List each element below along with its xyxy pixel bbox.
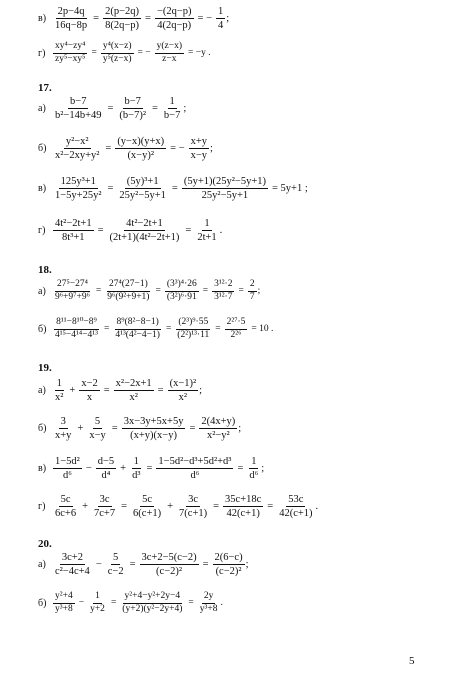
page-number: 5 xyxy=(409,655,415,667)
section-heading: 18. xyxy=(38,264,52,276)
expr-top-g: г) $\frac{\text{xy⁴−zy⁴}}{\text{zy⁵−xy⁵}}$ = $\frac{\text{y⁴(x−z)}}{\text{y⁵(z−x)}}$ = − $\frac{y(z-x)}{z-x}$ = −y . xyxy=(38,41,211,64)
fraction: $\frac{y(z-x)}{z-x}$ xyxy=(156,41,183,64)
expr-19g: г) $\frac{5c}{6c+6}$ + $\frac{3c}{7c+7}$ = $\frac{5c}{6(c+1)}$ + $\frac{3c}{7(c+1)}$ = $\frac{35c+18c}{42(c+1)}$ = $\frac{53c}{42(c+1)}$ . xyxy=(38,494,319,520)
expr-19b: б) $\frac{3}{x+y}$ + $\frac{5}{x-y}$ = $\frac{3x-3y+5x+5y}{(x+y)(x-y)}$ = $\frac{2(4x+y)}{\text{x²−y²}}$ ; xyxy=(38,416,242,442)
label-v: в) xyxy=(38,13,47,25)
expr-17g: г) $\frac{\text{4t²−2t+1}}{\text{8t³+1}}$ = $\frac{\text{4t²−2t+1}}{\text{(2t+1)(4t²−2t+1)}}$ = $\frac{1}{2t+1}$ . xyxy=(38,218,223,244)
expr-19v: в) $\frac{\text{1−5d²}}{\text{d⁶}}$ − $\frac{d-5}{\text{d⁴}}$ + $\frac{1}{\text{d³}}$ = $\frac{\text{1−5d²−d³+5d²+d³}}{\text{d⁶}}$ = $\frac{1}{\text{d⁶}}$ ; xyxy=(38,456,265,482)
fraction: $\frac{2p-4q}{16q-8p}$ xyxy=(55,6,88,32)
fraction: $\frac{\text{y⁴(x−z)}}{\text{y⁵(z−x)}}$ xyxy=(102,41,132,64)
expr-20b: б) $\frac{\text{y²+4}}{\text{y³+8}}$ − $\frac{1}{y+2}$ = $\frac{\text{y²+4−y²+2y−4}}{\text{(y+2)(y²−2y+4)}}$ = $\frac{2y}{\text{y³+8}}$ . xyxy=(38,591,223,614)
fraction: $\frac{\text{xy⁴−zy⁴}}{\text{zy⁵−xy⁵}}$ xyxy=(55,41,86,64)
expr-18b: б) $\frac{\text{8¹¹−8¹⁰−8⁹}}{\text{4¹⁵−4¹⁴−4¹³}}$ = $\frac{\text{8⁹(8²−8−1)}}{\text{4¹³(4²−4−1)}}$ = $\frac{\text{(2³)⁹·55}}{\text{(2²)¹³·11}}$ = $\frac{\text{2²⁷·5}}{\text{2²⁶}}$ = 10 . xyxy=(38,317,274,340)
expr-19a: а) $\frac{1}{\text{x²}}$ + $\frac{x-2}{x}$ = $\frac{\text{x²−2x+1}}{\text{x²}}$ = $\frac{\text{(x−1)²}}{\text{x²}}$ ; xyxy=(38,378,203,404)
expr-18a: а) $\frac{\text{27⁵−27⁴}}{\text{9⁶+9⁷+9⁶}}$ = $\frac{\text{27⁴(27−1)}}{\text{9⁶(9²+9+1)}}$ = $\frac{\text{(3³)⁴·26}}{\text{(3²)⁶·91}}$ = $\frac{\text{3¹²·2}}{\text{3¹²·7}}$ = $\frac{2}{7}$ ; xyxy=(38,279,261,302)
expr-20a: а) $\frac{3c+2}{\text{c²−4c+4}}$ − $\frac{5}{c-2}$ = $\frac{3c+2-5(c-2)}{\text{(c−2)²}}$ = $\frac{2(6-c)}{\text{(c−2)²}}$ ; xyxy=(38,552,249,578)
fraction: $\frac{-(2q-p)}{4(2q-p)}$ xyxy=(156,6,192,32)
expr-17b: б) $\frac{\text{y²−x²}}{\text{x²−2xy+y²}}$ = $\frac{(y-x)(y+x)}{\text{(x−y)²}}$ = − $\frac{x+y}{x-y}$ ; xyxy=(38,136,213,162)
section-heading: 19. xyxy=(38,362,52,374)
expr-17a: а) $\frac{b-7}{\text{b²−14b+49}}$ = $\frac{b-7}{\text{(b−7)²}}$ = $\frac{1}{b-7}$ ; xyxy=(38,96,187,122)
label-g: г) xyxy=(38,47,46,59)
expr-17v: в) $\frac{\text{125y³+1}}{\text{1−5y+25y²}}$ = $\frac{\text{(5y)³+1}}{\text{25y²−5y+1}}$ = $\frac{\text{(5y+1)(25y²−5y+1)}}{\text{25y²−5y+1}}$ = 5y+1 ; xyxy=(38,176,308,202)
expr-top-v: в) $\frac{2p-4q}{16q-8p}$ = $\frac{2(p-2q)}{8(2q-p)}$ = $\frac{-(2q-p)}{4(2q-p)}$ = − $\frac{1}{4}$ ; xyxy=(38,6,230,32)
fraction: $\frac{1}{4}$ xyxy=(218,6,224,32)
section-heading: 17. xyxy=(38,82,52,94)
fraction: $\frac{2(p-2q)}{8(2q-p)}$ xyxy=(105,6,140,32)
section-heading: 20. xyxy=(38,538,52,550)
